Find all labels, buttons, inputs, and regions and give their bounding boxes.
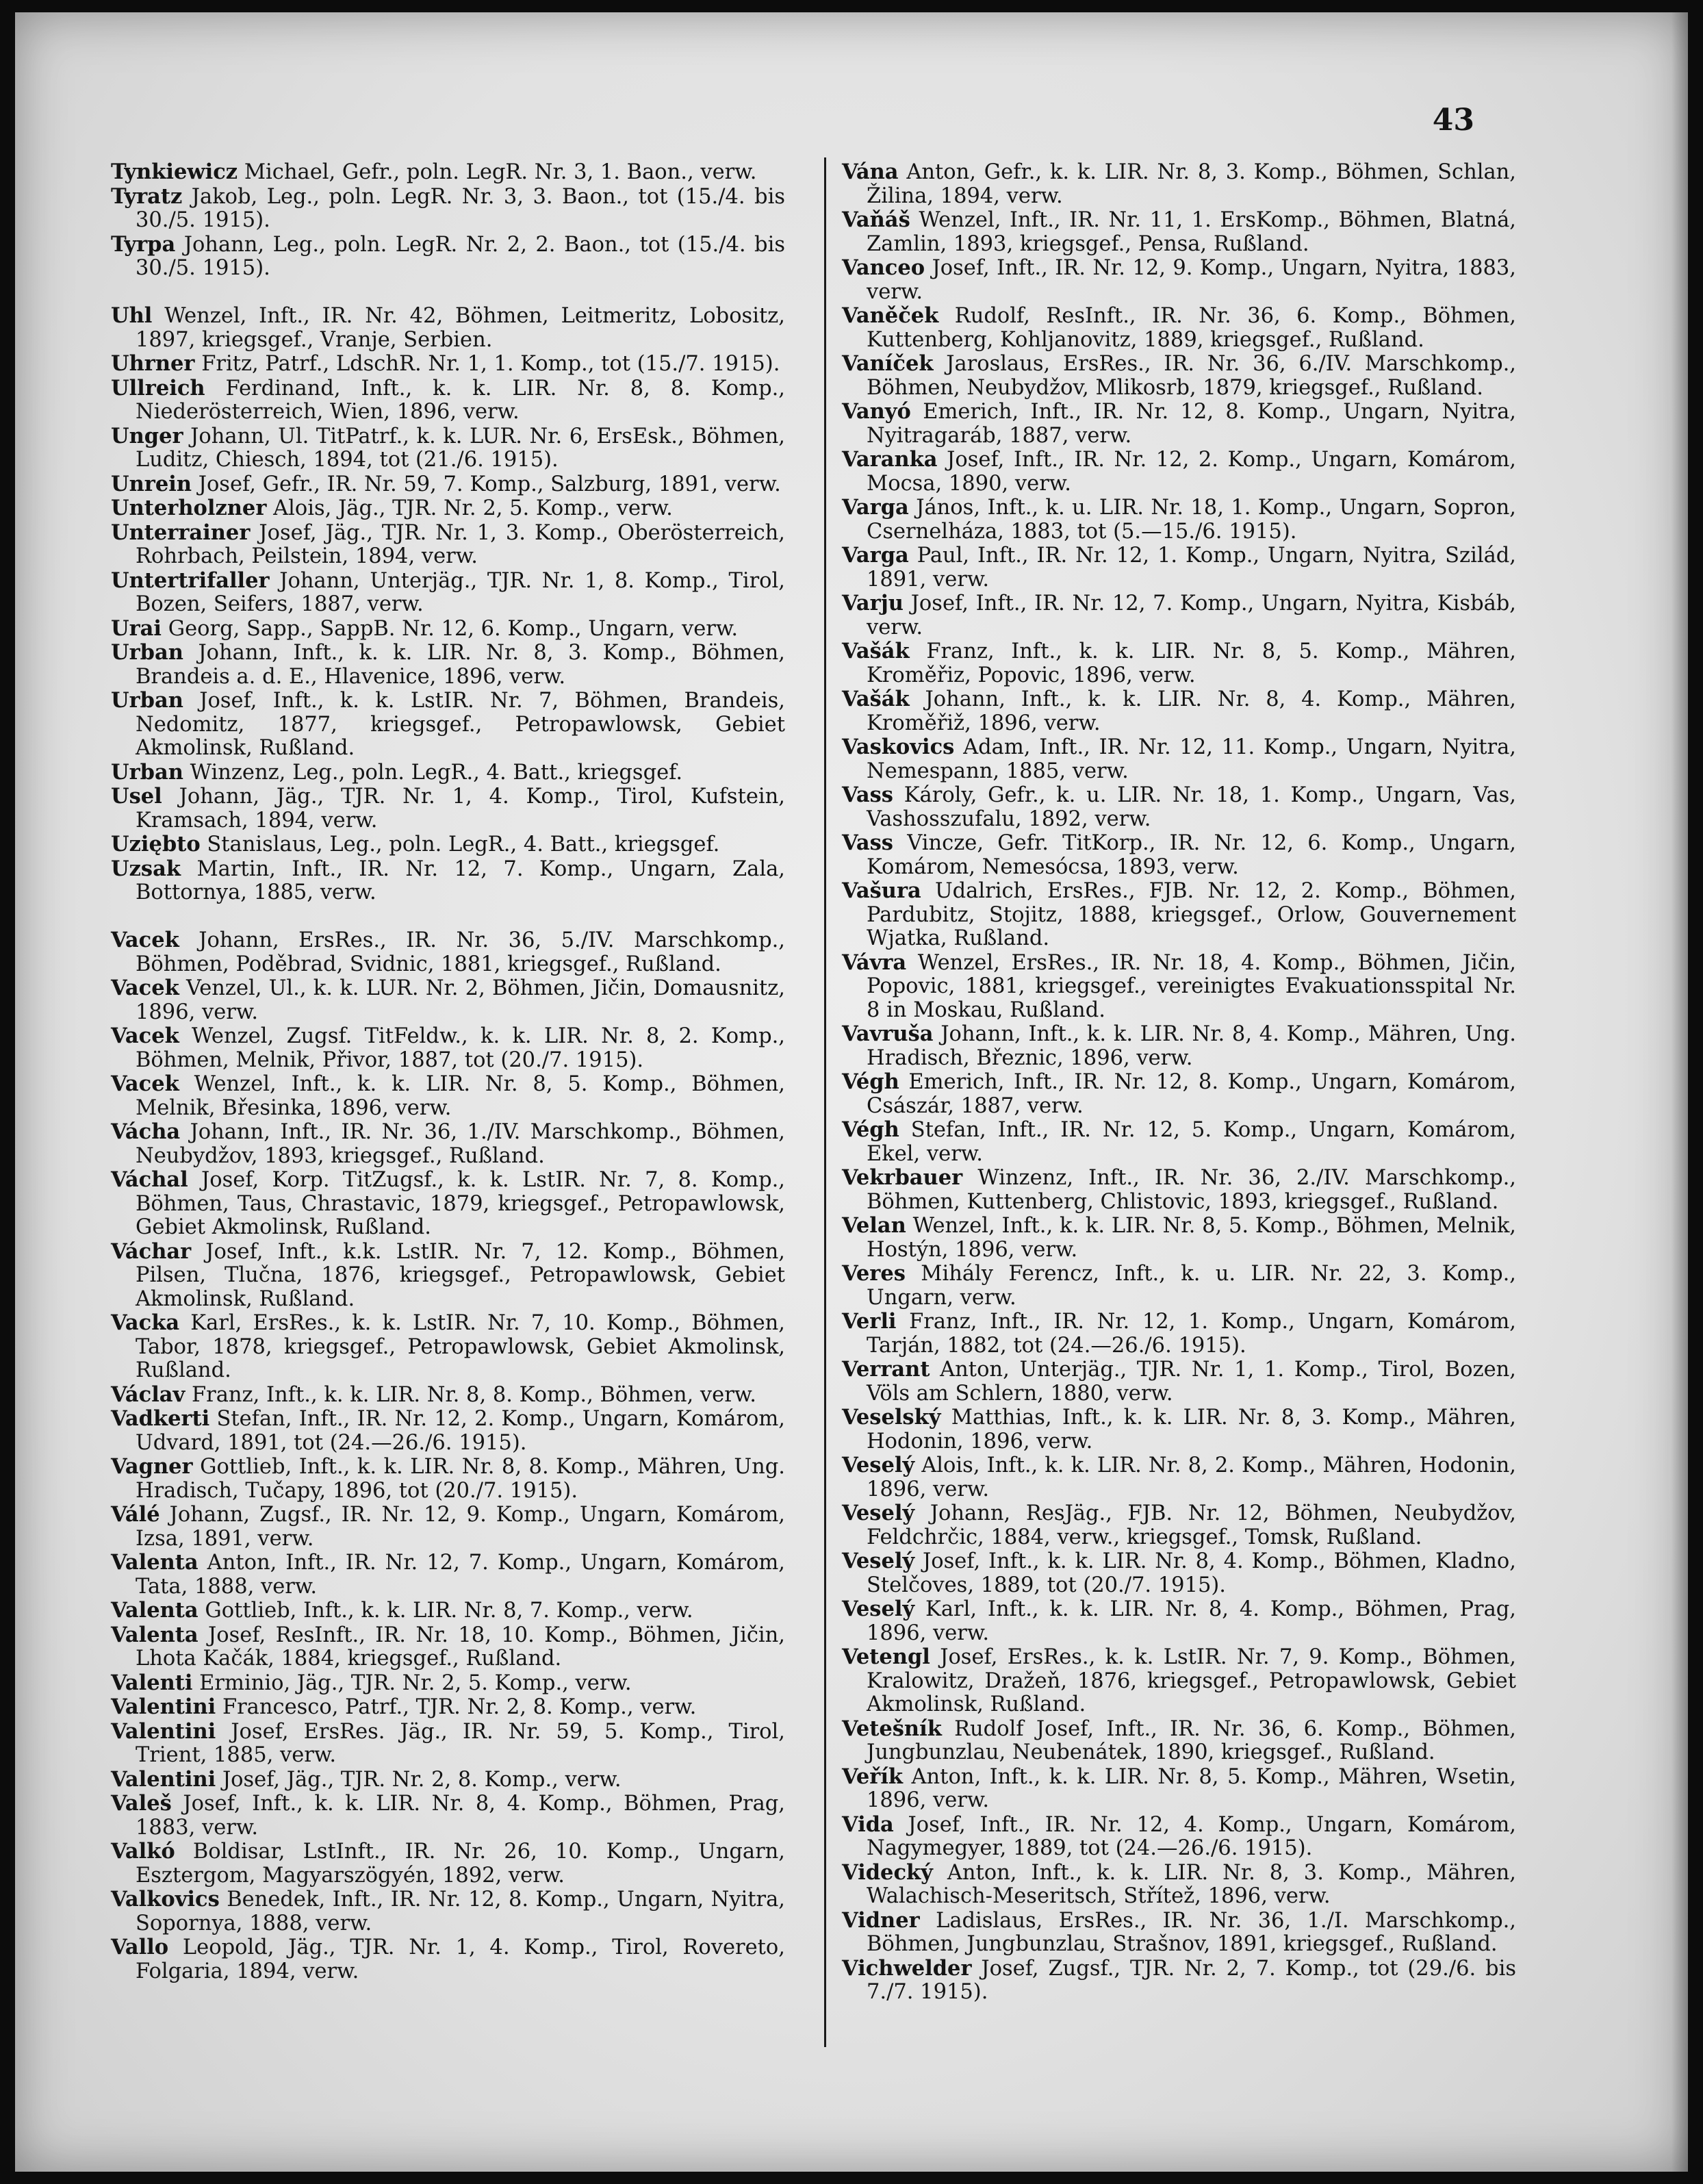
entry-surname: Vacek [111, 976, 179, 1000]
entry-surname: Uzsak [111, 856, 181, 881]
entry-details: Josef, Inft., IR. Nr. 12, 9. Komp., Ungarn, Nyitra, 1883, verw. [867, 256, 1516, 304]
entry-surname: Vichwelder [842, 1955, 972, 1981]
list-entry [111, 1623, 785, 1671]
list-entry [111, 1455, 785, 1503]
entry-surname: Vass [842, 830, 893, 855]
entry-details: Johann, Inft., IR. Nr. 36, 1./IV. Marschkomp., Böhmen, Neubydžov, 1893, kriegsgef., Rußland. [136, 1120, 785, 1168]
entry-surname: Válé [111, 1502, 160, 1527]
list-entry [111, 761, 785, 785]
list-entry [111, 617, 785, 642]
list-entry [111, 833, 785, 857]
right-column [842, 160, 1516, 2005]
entry-surname: Untertrifaller [111, 568, 270, 593]
entry-details: Johann, Leg., poln. LegR. Nr. 2, 2. Baon., tot (15./4. bis 30./5. 1915). [136, 232, 785, 280]
entry-surname: Varanka [842, 447, 938, 472]
entry-surname: Vácha [111, 1119, 181, 1144]
entry-details: Anton, Unterjäg., TJR. Nr. 1, 1. Komp., Tirol, Bozen, Völs am Schlern, 1880, verw. [867, 1358, 1517, 1406]
list-entry [111, 1888, 785, 1935]
entry-surname: Uhrner [111, 351, 195, 376]
entry-details: Wenzel, Inft., k. k. LIR. Nr. 8, 5. Komp., Böhmen, Melnik, Hostýn, 1896, verw. [867, 1214, 1516, 1262]
list-entry [111, 472, 785, 497]
entry-surname: Vašák [842, 687, 910, 711]
entry-surname: Varga [842, 495, 909, 520]
list-entry [111, 1024, 785, 1072]
list-entry [842, 256, 1516, 304]
entry-surname: Urban [111, 640, 183, 665]
entry-surname: Váchal [111, 1167, 188, 1192]
list-entry [111, 496, 785, 521]
entry-details: Josef, Inft., k.k. LstIR. Nr. 7, 12. Komp., Böhmen, Pilsen, Tlučna, 1876, kriegsgef., Petropawlowsk, Gebiet Akmolinsk, Rußland. [136, 1239, 785, 1311]
list-entry [842, 544, 1516, 592]
entry-surname: Veselský [842, 1405, 941, 1430]
list-entry [111, 569, 785, 617]
list-entry [111, 1935, 785, 1983]
list-entry [111, 689, 785, 761]
entry-details: Rudolf, ResInft., IR. Nr. 36, 6. Komp., Böhmen, Kuttenberg, Kohljanovitz, 1889, kriegsgef., Rußland. [867, 304, 1517, 352]
list-entry [111, 1768, 785, 1792]
entry-details: Winzenz, Leg., poln. LegR., 4. Batt., kriegsgef. [190, 760, 683, 785]
entry-surname: Valenta [111, 1622, 199, 1647]
entry-surname: Végh [842, 1117, 899, 1142]
entry-details: Jakob, Leg., poln. LegR. Nr. 3, 3. Baon., tot (15./4. bis 30./5. 1915). [136, 184, 785, 232]
list-entry [842, 783, 1516, 831]
entry-surname: Vaskovics [842, 735, 955, 759]
entry-details: Johann, ResJäg., FJB. Nr. 12, Böhmen, Neubydžov, Feldchrčic, 1884, verw., kriegsgef., Tomsk, Rußland. [867, 1501, 1516, 1549]
entry-details: Leopold, Jäg., TJR. Nr. 1, 4. Komp., Tirol, Rovereto, Folgaria, 1894, verw. [136, 1935, 785, 1983]
entry-surname: Vašák [842, 639, 910, 663]
entry-details: Anton, Inft., k. k. LIR. Nr. 8, 3. Komp., Mähren, Walachisch-Meseritsch, Střítež, 1896, verw. [867, 1860, 1517, 1908]
list-entry [111, 785, 785, 833]
entry-surname: Vacek [111, 928, 179, 952]
entry-surname: Uhl [111, 303, 153, 328]
entry-details: Winzenz, Inft., IR. Nr. 36, 2./IV. Marschkomp., Böhmen, Kuttenberg, Chlistovic, 1893, kriegsgef., Rußland. [867, 1166, 1516, 1214]
entry-surname: Valeš [111, 1791, 172, 1816]
entry-surname: Vadkerti [111, 1406, 210, 1431]
entry-details: Franz, Inft., k. k. LIR. Nr. 8, 8. Komp., Böhmen, verw. [191, 1382, 756, 1407]
entry-surname: Varju [842, 591, 904, 615]
entry-details: Wenzel, Inft., IR. Nr. 42, Böhmen, Leitmeritz, Lobositz, 1897, kriegsgef., Vranje, Serbien. [136, 304, 785, 352]
entry-surname: Verrant [842, 1357, 930, 1382]
entry-details: Johann, Zugsf., IR. Nr. 12, 9. Komp., Ungarn, Komárom, Izsa, 1891, verw. [136, 1503, 785, 1551]
entry-surname: Vekrbauer [842, 1165, 963, 1190]
list-entry [111, 377, 785, 424]
entry-surname: Veres [842, 1261, 906, 1286]
list-entry [842, 1453, 1516, 1501]
entry-details: Josef, Zugsf., TJR. Nr. 2, 7. Komp., tot (29./6. bis 7./7. 1915). [867, 1956, 1516, 2004]
entry-details: Johann, Inft., k. k. LIR. Nr. 8, 4. Komp., Mähren, Kroměřiž, 1896, verw. [867, 687, 1516, 735]
entry-details: Georg, Sapp., SappB. Nr. 12, 6. Komp., Ungarn, verw. [168, 616, 739, 641]
list-entry [111, 1695, 785, 1720]
entry-details: Josef, ErsRes., k. k. LstIR. Nr. 7, 9. Komp., Böhmen, Kralowitz, Dražeň, 1876, kriegsgef., Petropawlowsk, Gebiet Akmolinsk, Rußland. [867, 1645, 1516, 1716]
entry-details: Adam, Inft., IR. Nr. 12, 11. Komp., Ungarn, Nyitra, Nemespann, 1885, verw. [867, 735, 1516, 783]
entry-surname: Valentini [111, 1718, 216, 1744]
entry-surname: Unterrainer [111, 520, 251, 545]
entry-surname: Usel [111, 784, 162, 809]
entry-surname: Videcký [842, 1859, 933, 1885]
entry-details: Matthias, Inft., k. k. LIR. Nr. 8, 3. Komp., Mähren, Hodonin, 1896, verw. [867, 1406, 1516, 1453]
entry-surname: Vanyó [842, 399, 911, 424]
entry-surname: Vaněček [842, 303, 939, 328]
entry-details: Károly, Gefr., k. u. LIR. Nr. 18, 1. Komp., Ungarn, Vas, Vashosszufalu, 1892, verw. [867, 783, 1516, 831]
entry-details: Stanislaus, Leg., poln. LegR., 4. Batt., kriegsgef. [207, 833, 720, 856]
entry-surname: Unterholzner [111, 496, 267, 520]
list-entry [842, 1597, 1516, 1645]
entry-details: Wenzel, Inft., IR. Nr. 11, 1. ErsKomp., Böhmen, Blatná, Zamlin, 1893, kriegsgef., Pensa, Rußland. [867, 208, 1516, 256]
list-entry [842, 1262, 1516, 1310]
entry-details: Josef, Inft., k. k. LstIR. Nr. 7, Böhmen, Brandeis, Nedomitz, 1877, kriegsgef., Petropawlowsk, Gebiet Akmolinsk, Rußland. [136, 689, 785, 760]
entry-surname: Veselý [842, 1453, 915, 1477]
list-entry [111, 1240, 785, 1312]
entry-surname: Vacek [111, 1071, 179, 1096]
list-entry [111, 928, 785, 976]
entry-details: Anton, Gefr., k. k. LIR. Nr. 8, 3. Komp., Böhmen, Schlan, Žilina, 1894, verw. [867, 160, 1516, 208]
list-entry [111, 1120, 785, 1168]
entry-details: Ferdinand, Inft., k. k. LIR. Nr. 8, 8. Komp., Niederösterreich, Wien, 1896, verw. [136, 376, 785, 424]
entry-surname: Valentini [111, 1694, 216, 1719]
list-entry [842, 1310, 1516, 1358]
list-entry [111, 424, 785, 472]
list-entry [842, 1501, 1516, 1549]
list-entry [111, 976, 785, 1024]
entry-surname: Verli [842, 1309, 897, 1334]
list-entry [842, 1070, 1516, 1118]
list-entry [842, 831, 1516, 879]
entry-details: Josef, Jäg., TJR. Nr. 2, 8. Komp., verw. [222, 1767, 622, 1792]
entry-details: Josef, Gefr., IR. Nr. 59, 7. Komp., Salzburg, 1891, verw. [198, 472, 781, 496]
entry-surname: Valkó [111, 1839, 175, 1864]
entry-surname: Vida [842, 1812, 894, 1837]
list-entry [842, 687, 1516, 735]
entry-surname: Tyrpa [111, 231, 176, 257]
entry-surname: Vávra [842, 950, 907, 975]
list-entry [842, 352, 1516, 400]
entry-details: Venzel, Ul., k. k. LUR. Nr. 2, Böhmen, Jičin, Domausnitz, 1896, verw. [136, 976, 785, 1024]
list-entry [111, 233, 785, 281]
entry-surname: Veselý [842, 1549, 915, 1573]
entry-details: Rudolf Josef, Inft., IR. Nr. 36, 6. Komp., Böhmen, Jungbunzlau, Neubenátek, 1890, kriegsgef., Rußland. [867, 1716, 1517, 1764]
entry-surname: Valenti [111, 1670, 193, 1695]
list-entry [842, 592, 1516, 639]
entry-details: Gottlieb, Inft., k. k. LIR. Nr. 8, 8. Komp., Mähren, Ung. Hradisch, Tučapy, 1896, tot (20./7. 1915). [136, 1455, 786, 1503]
list-entry [842, 160, 1516, 208]
entry-details: Johann, Unterjäg., TJR. Nr. 1, 8. Komp., Tirol, Bozen, Seifers, 1887, verw. [136, 568, 785, 616]
entry-details: Anton, Inft., k. k. LIR. Nr. 8, 5. Komp., Mähren, Wsetin, 1896, verw. [867, 1764, 1516, 1812]
document-page [15, 12, 1688, 2172]
entry-surname: Vána [842, 160, 899, 184]
list-entry [842, 1166, 1516, 1214]
entry-details: Gottlieb, Inft., k. k. LIR. Nr. 8, 7. Komp., verw. [205, 1599, 693, 1623]
list-entry [111, 641, 785, 689]
entry-details: Johann, Inft., k. k. LIR. Nr. 8, 4. Komp., Mähren, Ung. Hradisch, Březnic, 1896, verw. [867, 1022, 1516, 1070]
entry-details: Franz, Inft., IR. Nr. 12, 1. Komp., Ungarn, Komárom, Tarján, 1882, tot (24.—26./6. 1915). [867, 1310, 1516, 1358]
entry-details: Stefan, Inft., IR. Nr. 12, 5. Komp., Ungarn, Komárom, Ekel, verw. [867, 1118, 1516, 1166]
entry-surname: Váchar [111, 1239, 192, 1264]
entry-surname: Vacek [111, 1024, 179, 1048]
list-entry [842, 1358, 1516, 1406]
list-entry [111, 304, 785, 352]
entry-details: Johann, Jäg., TJR. Nr. 1, 4. Komp., Tirol, Kufstein, Kramsach, 1894, verw. [136, 785, 785, 833]
list-entry [842, 639, 1516, 687]
list-entry [842, 400, 1516, 448]
list-entry [842, 1406, 1516, 1453]
list-entry [842, 1118, 1516, 1166]
entry-surname: Urban [111, 759, 183, 785]
entry-surname: Veselý [842, 1501, 915, 1525]
entry-surname: Vanceo [842, 255, 925, 280]
list-entry [842, 1765, 1516, 1813]
list-entry [111, 857, 785, 905]
list-entry [842, 1717, 1516, 1765]
entry-details: Vincze, Gefr. TitKorp., IR. Nr. 12, 6. Komp., Ungarn, Komárom, Nemesócsa, 1893, verw. [867, 831, 1516, 879]
entry-details: Martin, Inft., IR. Nr. 12, 7. Komp., Ungarn, Zala, Bottornya, 1885, verw. [136, 856, 785, 904]
entry-surname: Veselý [842, 1597, 915, 1621]
entry-surname: Vašura [842, 878, 921, 903]
entry-surname: Vetengl [842, 1645, 930, 1669]
entry-details: Josef, Inft., IR. Nr. 12, 7. Komp., Ungarn, Nyitra, Kisbáb, verw. [867, 592, 1516, 639]
entry-surname: Valenta [111, 1598, 199, 1623]
list-entry [842, 304, 1516, 352]
entry-details: Michael, Gefr., poln. LegR. Nr. 3, 1. Baon., verw. [244, 160, 757, 184]
list-entry [111, 1671, 785, 1696]
list-entry [842, 1549, 1516, 1597]
entry-surname: Vaňáš [842, 207, 910, 232]
list-entry [111, 1383, 785, 1408]
entry-surname: Valenta [111, 1550, 199, 1575]
entry-details: Johann, Ul. TitPatrf., k. k. LUR. Nr. 6, ErsEsk., Böhmen, Luditz, Chiesch, 1894, tot (21./6. 1915). [136, 424, 785, 472]
entry-details: Paul, Inft., IR. Nr. 12, 1. Komp., Ungarn, Nyitra, Szilád, 1891, verw. [867, 544, 1516, 592]
list-entry [842, 1909, 1516, 1957]
list-entry [111, 352, 785, 377]
entry-details: Fritz, Patrf., LdschR. Nr. 1, 1. Komp., tot (15./7. 1915). [201, 352, 780, 376]
list-entry [111, 1840, 785, 1888]
entry-surname: Ullreich [111, 375, 205, 401]
list-entry [842, 1957, 1516, 2005]
entry-details: Jaroslaus, ErsRes., IR. Nr. 36, 6./IV. Marschkomp., Böhmen, Neubydžov, Mlikosrb, 1879, kriegsgef., Rußland. [867, 352, 1516, 400]
entry-surname: Unger [111, 423, 183, 448]
entry-surname: Valentini [111, 1766, 216, 1792]
entry-details: Josef, ErsRes. Jäg., IR. Nr. 59, 5. Komp., Tirol, Trient, 1885, verw. [136, 1719, 785, 1767]
list-entry [842, 1813, 1516, 1861]
list-entry [111, 1599, 785, 1623]
entry-details: Alois, Inft., k. k. LIR. Nr. 8, 2. Komp., Mähren, Hodonin, 1896, verw. [867, 1453, 1516, 1501]
entry-surname: Valkovics [111, 1887, 220, 1912]
entry-surname: Végh [842, 1069, 899, 1094]
entry-details: Josef, Inft., IR. Nr. 12, 2. Komp., Ungarn, Komárom, Mocsa, 1890, verw. [867, 448, 1516, 496]
entry-details: Josef, ResInft., IR. Nr. 18, 10. Komp., Böhmen, Jičin, Lhota Kačák, 1884, kriegsgef., Rußland. [136, 1623, 785, 1671]
entry-details: Wenzel, ErsRes., IR. Nr. 18, 4. Komp., Böhmen, Jičin, Popovic, 1881, kriegsgef., vereinigtes Evakuationsspital Nr. 8 in Moskau, Rußland. [867, 950, 1516, 1022]
entry-surname: Velan [842, 1213, 906, 1238]
entry-details: Emerich, Inft., IR. Nr. 12, 8. Komp., Ungarn, Nyitra, Nyitragaráb, 1887, verw. [867, 400, 1516, 448]
entry-surname: Unrein [111, 471, 192, 496]
entry-details: Josef, Inft., IR. Nr. 12, 4. Komp., Ungarn, Komárom, Nagymegyer, 1889, tot (24.—26./6. 1915). [867, 1812, 1516, 1860]
entry-details: Francesco, Patrf., TJR. Nr. 2, 8. Komp., verw. [222, 1695, 697, 1719]
entry-surname: Urban [111, 688, 183, 713]
list-entry [842, 879, 1516, 951]
entry-surname: Vaníček [842, 351, 934, 376]
list-entry [842, 208, 1516, 256]
list-entry [111, 185, 785, 233]
list-entry [842, 1861, 1516, 1909]
entry-surname: Uziębto [111, 832, 201, 856]
entry-details: Alois, Jäg., TJR. Nr. 2, 5. Komp., verw. [273, 496, 673, 520]
entry-surname: Vacka [111, 1310, 180, 1335]
entry-details: Ladislaus, ErsRes., IR. Nr. 36, 1./I. Marschkomp., Böhmen, Jungbunzlau, Strašnov, 1891, kriegsgef., Rußland. [867, 1908, 1517, 1956]
entry-surname: Vallo [111, 1935, 169, 1959]
entry-details: Wenzel, Inft., k. k. LIR. Nr. 8, 5. Komp., Böhmen, Melnik, Břesinka, 1896, verw. [136, 1072, 785, 1120]
list-entry [111, 1792, 785, 1840]
entry-details: Karl, ErsRes., k. k. LstIR. Nr. 7, 10. Komp., Böhmen, Tabor, 1878, kriegsgef., Petropawlowsk, Gebiet Akmolinsk, Rußland. [136, 1311, 785, 1382]
entry-surname: Tynkiewicz [111, 160, 238, 184]
entry-details: Benedek, Inft., IR. Nr. 12, 8. Komp., Ungarn, Nyitra, Sopornya, 1888, verw. [136, 1888, 786, 1935]
list-entry [842, 1645, 1516, 1717]
entry-details: Udalrich, ErsRes., FJB. Nr. 12, 2. Komp., Böhmen, Pardubitz, Stojitz, 1888, kriegsgef., Orlow, Gouvernement Wjatka, Rußland. [867, 879, 1516, 950]
list-entry [111, 1503, 785, 1551]
column-divider [824, 157, 826, 2047]
page-number: 43 [1432, 103, 1474, 138]
entry-details: Johann, ErsRes., IR. Nr. 36, 5./IV. Marschkomp., Böhmen, Poděbrad, Svidnic, 1881, kriegsgef., Rußland. [136, 928, 785, 976]
list-entry [842, 496, 1516, 544]
entry-details: Franz, Inft., k. k. LIR. Nr. 8, 5. Komp., Mähren, Kroměřiz, Popovic, 1896, verw. [867, 639, 1516, 687]
entry-details: Erminio, Jäg., TJR. Nr. 2, 5. Komp., verw. [199, 1671, 632, 1695]
list-entry [111, 1720, 785, 1768]
entry-surname: Vass [842, 783, 893, 807]
entry-details: Karl, Inft., k. k. LIR. Nr. 8, 4. Komp., Böhmen, Prag, 1896, verw. [867, 1597, 1516, 1645]
list-entry [111, 1072, 785, 1120]
page-edge-shadow [1672, 12, 1688, 2172]
list-entry [111, 160, 785, 185]
list-entry [842, 1022, 1516, 1070]
entry-surname: Tyratz [111, 183, 183, 209]
entry-details: Josef, Jäg., TJR. Nr. 1, 3. Komp., Oberösterreich, Rohrbach, Peilstein, 1894, verw. [136, 520, 785, 568]
entry-details: Johann, Inft., k. k. LIR. Nr. 8, 3. Komp., Böhmen, Brandeis a. d. E., Hlavenice, 1896, verw. [136, 641, 785, 689]
entry-details: Wenzel, Zugsf. TitFeldw., k. k. LIR. Nr. 8, 2. Komp., Böhmen, Melnik, Přivor, 1887, tot (20./7. 1915). [136, 1024, 785, 1072]
list-entry [111, 1311, 785, 1383]
list-entry [111, 521, 785, 569]
entry-details: Emerich, Inft., IR. Nr. 12, 8. Komp., Ungarn, Komárom, Császár, 1887, verw. [867, 1070, 1517, 1118]
entry-details: János, Inft., k. u. LIR. Nr. 18, 1. Komp., Ungarn, Sopron, Csernelháza, 1883, tot (5.—15./6. 1915). [867, 496, 1516, 544]
list-entry [842, 448, 1516, 496]
entry-details: Josef, Inft., k. k. LIR. Nr. 8, 4. Komp., Böhmen, Kladno, Stelčoves, 1889, tot (20./7. 1915). [867, 1549, 1516, 1597]
entry-surname: Vetešník [842, 1716, 942, 1741]
entry-details: Josef, Korp. TitZugsf., k. k. LstIR. Nr. 7, 8. Komp., Böhmen, Taus, Chrastavic, 1879, kriegsgef., Petropawlowsk, Gebiet Akmolinsk, Rußland. [136, 1168, 785, 1239]
left-column [111, 160, 785, 1983]
entry-surname: Vagner [111, 1454, 193, 1479]
list-entry [842, 1214, 1516, 1262]
entry-details: Boldisar, LstInft., IR. Nr. 26, 10. Komp., Ungarn, Esztergom, Magyarszögyén, 1892, verw. [136, 1840, 785, 1888]
entry-details: Josef, Inft., k. k. LIR. Nr. 8, 4. Komp., Böhmen, Prag, 1883, verw. [136, 1792, 785, 1840]
entry-surname: Urai [111, 615, 162, 641]
list-entry [111, 1168, 785, 1240]
list-entry [842, 951, 1516, 1023]
list-entry [842, 735, 1516, 783]
list-entry [111, 1407, 785, 1455]
entry-surname: Veřík [842, 1764, 904, 1789]
entry-surname: Varga [842, 543, 909, 568]
entry-surname: Vavruša [842, 1021, 934, 1046]
entry-details: Anton, Inft., IR. Nr. 12, 7. Komp., Ungarn, Komárom, Tata, 1888, verw. [136, 1551, 786, 1599]
entry-surname: Václav [111, 1382, 185, 1407]
entry-surname: Vidner [842, 1907, 920, 1933]
list-entry [111, 1551, 785, 1599]
entry-details: Mihály Ferencz, Inft., k. u. LIR. Nr. 22, 3. Komp., Ungarn, verw. [867, 1262, 1516, 1310]
entry-details: Stefan, Inft., IR. Nr. 12, 2. Komp., Ungarn, Komárom, Udvard, 1891, tot (24.—26./6. 1915). [136, 1407, 785, 1455]
